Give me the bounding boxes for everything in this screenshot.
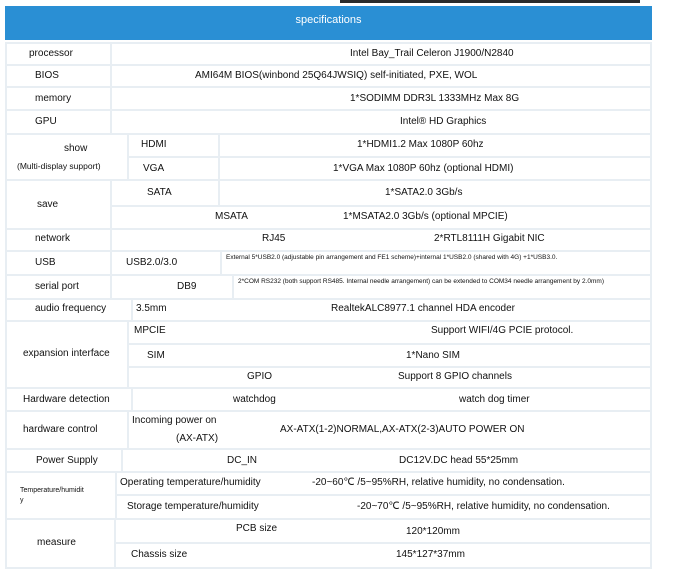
msata-label: MSATA	[215, 211, 248, 222]
chassis-size-label: Chassis size	[131, 549, 188, 560]
vga-label: VGA	[143, 163, 165, 174]
hw-control-value-cell	[129, 412, 650, 448]
processor-value-cell	[112, 44, 650, 64]
show-label-sub: (Multi-display support)	[17, 161, 101, 171]
sim-value: 1*Nano SIM	[406, 350, 460, 361]
gpu-label-cell	[7, 111, 110, 133]
hw-detection-label-cell	[7, 389, 131, 410]
memory-value: 1*SODIMM DDR3L 1333MHz Max 8G	[350, 93, 520, 104]
power-label-cell	[7, 450, 121, 471]
serial-value-cell	[234, 276, 650, 298]
power-label: Power Supply	[36, 455, 98, 466]
usb-sub: USB2.0/3.0	[126, 257, 178, 268]
network-sub: RJ45	[262, 233, 286, 244]
hw-detection-value-cell	[133, 389, 650, 410]
measure-label: measure	[37, 537, 76, 548]
hdmi-value-cell	[220, 135, 650, 156]
hw-control-sub2: (AX-ATX)	[176, 433, 219, 444]
serial-sub-cell	[112, 276, 232, 298]
usb-value-cell	[222, 252, 650, 274]
audio-label-cell	[7, 300, 131, 320]
expansion-label: expansion interface	[23, 348, 110, 359]
usb-label: USB	[35, 257, 56, 268]
network-label-cell	[7, 230, 110, 250]
processor-value: Intel Bay_Trail Celeron J1900/N2840	[350, 48, 514, 59]
network-value: 2*RTL8111H Gigabit NIC	[434, 233, 545, 244]
bios-value-cell	[112, 66, 650, 86]
spec-table-header: specifications	[5, 6, 652, 40]
memory-label: memory	[35, 93, 72, 104]
audio-label: audio frequency	[35, 303, 107, 314]
mpcie-label: MPCIE	[134, 325, 166, 336]
mpcie-value-cell	[129, 322, 650, 343]
vga-value-cell	[220, 158, 650, 179]
operating-temp-value: -20~60℃ /5~95%RH, relative humidity, no condensation.	[312, 477, 565, 488]
usb-label-cell	[7, 252, 110, 274]
gpio-value-cell	[129, 368, 650, 387]
audio-sub: 3.5mm	[136, 303, 167, 314]
power-sub: DC_IN	[227, 455, 258, 466]
power-value-cell	[123, 450, 650, 471]
gpu-label: GPU	[35, 116, 57, 127]
gpio-label: GPIO	[247, 371, 273, 382]
hw-detection-value: watch dog timer	[459, 394, 530, 405]
storage-temp-label: Storage temperature/humidity	[127, 501, 259, 512]
chassis-size-value: 145*127*37mm	[396, 549, 465, 560]
processor-label: processor	[29, 48, 73, 59]
power-value: DC12V.DC head 55*25mm	[399, 455, 519, 466]
sata-label: SATA	[147, 187, 172, 198]
memory-label-cell	[7, 88, 110, 109]
pcb-size-cell	[116, 520, 650, 542]
temperature-label-cell	[7, 473, 115, 518]
hw-control-label: hardware control	[23, 424, 98, 435]
mpcie-value: Support WIFI/4G PCIE protocol.	[431, 325, 574, 336]
gpu-value: Intel® HD Graphics	[400, 116, 487, 127]
spec-table	[5, 42, 652, 569]
temperature-label: Temperature/humidit	[20, 487, 84, 494]
hdmi-label: HDMI	[141, 139, 167, 150]
temperature-label-cont: y	[20, 497, 24, 504]
bios-value: AMI64M BIOS(winbond 25Q64JWSIQ) self-initiated, PXE, WOL	[195, 70, 478, 81]
operating-temp-label: Operating temperature/humidity	[120, 477, 261, 488]
operating-temp-cell	[117, 473, 650, 494]
sata-label-cell	[112, 181, 218, 205]
serial-sub: DB9	[177, 281, 197, 292]
sata-value-cell	[220, 181, 650, 205]
chassis-size-cell	[116, 544, 650, 567]
gpu-value-cell	[112, 111, 650, 133]
msata-value-cell	[112, 207, 650, 228]
save-label: save	[37, 199, 59, 210]
hw-detection-sub: watchdog	[233, 394, 276, 405]
sim-label: SIM	[147, 350, 165, 361]
gpio-value: Support 8 GPIO channels	[398, 371, 512, 382]
network-label: network	[35, 233, 71, 244]
usb-sub-cell	[112, 252, 220, 274]
hdmi-label-cell	[129, 135, 218, 156]
serial-label: serial port	[35, 281, 79, 292]
usb-value: External 5*USB2.0 (adjustable pin arrangement and FE1 scheme)+internal 1*USB2.0 (shared with 4G) +1*USB3.0.	[226, 254, 558, 261]
processor-label-cell	[7, 44, 110, 64]
network-value-cell	[112, 230, 650, 250]
audio-value-cell	[133, 300, 650, 320]
storage-temp-cell	[117, 496, 650, 518]
bios-label-cell	[7, 66, 110, 86]
serial-value: 2*COM RS232 (both support RS485. Internal needle arrangement) can be extended to COM34 needle arrangement by 2.0mm)	[238, 278, 605, 285]
vga-value: 1*VGA Max 1080P 60hz (optional HDMI)	[333, 163, 514, 174]
show-label: show	[64, 143, 88, 154]
expansion-label-cell	[7, 322, 127, 387]
sim-value-cell	[129, 345, 650, 366]
vga-label-cell	[129, 158, 218, 179]
pcb-size-value: 120*120mm	[406, 526, 460, 537]
hw-detection-label: Hardware detection	[23, 394, 110, 405]
save-label-cell	[7, 181, 110, 228]
pcb-size-label: PCB size	[236, 523, 278, 534]
hw-control-value: AX-ATX(1-2)NORMAL,AX-ATX(2-3)AUTO POWER ON	[280, 424, 525, 435]
show-label-cell	[7, 135, 127, 179]
serial-label-cell	[7, 276, 110, 298]
storage-temp-value: -20~70℃ /5~95%RH, relative humidity, no condensation.	[357, 501, 610, 512]
measure-label-cell	[7, 520, 114, 567]
bios-label: BIOS	[35, 70, 59, 81]
audio-value: RealtekALC8977.1 channel HDA encoder	[331, 303, 516, 314]
sata-value: 1*SATA2.0 3Gb/s	[385, 187, 463, 198]
hw-control-label-cell	[7, 412, 127, 448]
msata-value: 1*MSATA2.0 3Gb/s (optional MPCIE)	[343, 211, 508, 222]
top-strip	[340, 0, 640, 3]
hdmi-value: 1*HDMI1.2 Max 1080P 60hz	[357, 139, 484, 150]
memory-value-cell	[112, 88, 650, 109]
hw-control-sub: Incoming power on	[132, 415, 217, 426]
